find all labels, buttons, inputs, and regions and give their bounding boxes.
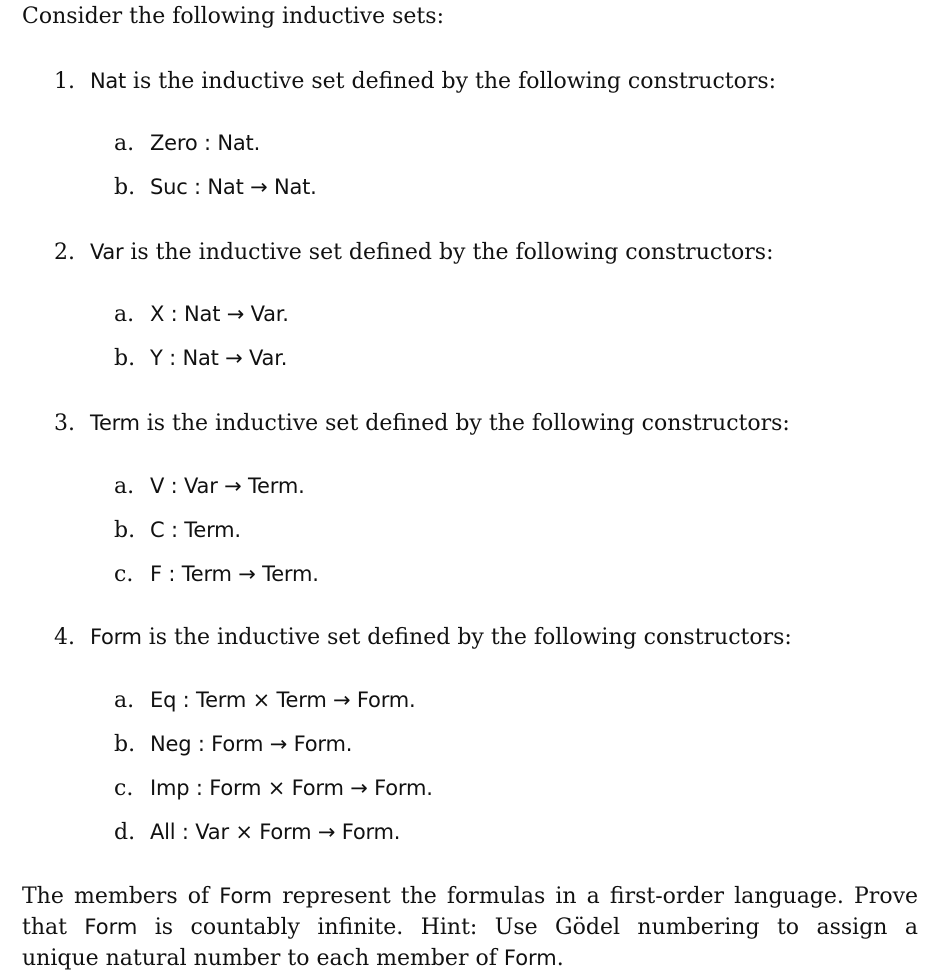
set-name: Form [503,946,557,970]
constructor-item [114,174,317,201]
set-name: Form [90,625,142,649]
constructor-item [114,345,287,372]
constructor-decl: Neg : Form → Form. [150,732,353,756]
item-description: is the inductive set defined by the following constructors: [130,240,774,265]
constructor-item [114,561,319,588]
set-name: Nat [90,69,126,93]
constructor-item [114,819,400,846]
constructor-letter: a. [114,131,135,156]
item-number: 3. [54,411,75,436]
item-number: 4. [54,625,75,650]
list-item-nat [54,68,776,95]
constructor-letter: a. [114,302,135,327]
item-description: is the inductive set defined by the following constructors: [148,625,792,650]
constructor-decl: V : Var → Term. [150,474,305,498]
constructor-item [114,517,241,544]
constructor-decl: Zero : Nat. [150,131,261,155]
closing-text: The members of [22,884,210,909]
list-item-form [54,624,792,651]
constructor-item [114,301,289,328]
item-number: 1. [54,69,75,94]
constructor-item [114,687,416,714]
closing-text: is countably infinite. Hint: Use Gödel numbering to assign a [154,915,919,940]
closing-text: . [556,946,564,971]
constructor-decl: Imp : Form × Form → Form. [150,776,433,800]
constructor-letter: c. [114,776,134,801]
list-item-var [54,239,774,266]
constructor-letter: a. [114,688,135,713]
set-name: Form [84,915,138,939]
constructor-decl: Eq : Term × Term → Form. [150,688,416,712]
constructor-item [114,473,305,500]
constructor-decl: C : Term. [150,518,241,542]
set-name: Var [90,240,124,264]
closing-text: unique natural number to each member of [22,946,497,971]
constructor-decl: Y : Nat → Var. [150,346,288,370]
constructor-letter: b. [114,518,136,543]
constructor-letter: b. [114,175,136,200]
intro-text: Consider the following inductive sets: [22,4,444,29]
closing-line-2 [22,912,918,943]
constructor-decl: F : Term → Term. [150,562,319,586]
constructor-decl: Suc : Nat → Nat. [150,175,317,199]
set-name: Form [219,884,273,908]
constructor-letter: b. [114,732,136,757]
item-number: 2. [54,240,75,265]
item-description: is the inductive set defined by the following constructors: [132,69,777,94]
constructor-item [114,731,352,758]
constructor-letter: c. [114,562,134,587]
closing-line-3 [22,943,918,974]
list-item-term [54,410,790,437]
closing-text: represent the formulas in a first-order language. Prove [282,884,919,909]
item-description: is the inductive set defined by the following constructors: [146,411,790,436]
constructor-letter: d. [114,820,136,845]
constructor-letter: b. [114,346,136,371]
set-name: Term [90,411,140,435]
constructor-decl: X : Nat → Var. [150,302,289,326]
constructor-item [114,775,433,802]
closing-line-1 [22,881,918,912]
closing-paragraph [22,881,918,974]
closing-text: that [22,915,67,940]
constructor-item [114,130,260,157]
constructor-letter: a. [114,474,135,499]
constructor-decl: All : Var × Form → Form. [150,820,401,844]
